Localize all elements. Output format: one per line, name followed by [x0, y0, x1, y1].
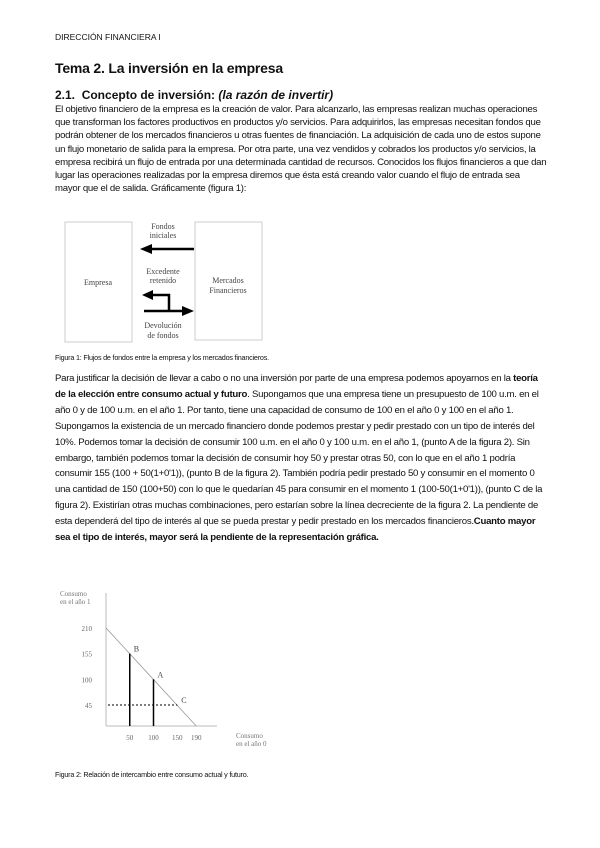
section-title: Concepto de inversión: [81, 88, 216, 102]
x-axis-label-1: Consumo [236, 732, 263, 740]
x-axis-label-2: en el año 0 [236, 740, 267, 748]
y-axis-label-1: Consumo [60, 590, 87, 598]
devolucion-label-2: de fondos [147, 331, 179, 340]
x-tick-label: 190 [191, 734, 202, 742]
y-tick-label: 155 [81, 650, 92, 659]
x-tick-label: 100 [148, 734, 159, 742]
y-tick-label: 45 [85, 701, 92, 710]
fondos-label-2: iniciales [149, 231, 177, 240]
paragraph-text: Para justificar la decisión de llevar a cabo o no una inversión por parte de una empresa podemos apoyarnos en la [55, 373, 514, 384]
x-tick-label: 150 [172, 734, 183, 742]
point-label-A: A [157, 670, 164, 680]
y-axis-label-2: en el año 1 [60, 598, 91, 606]
paragraph-intro: El objetivo financiero de la empresa es la creación de valor. Para alcanzarlo, las empresas realizan muchas operaciones que transforman los factores productivos en productos y/o servicios. Para adquirirlos, las empresas necesitan fondos que podrán obtener de los mercados financieros u otras fuentes de financiación. La adquisición de cada uno de estos supone un flujo monetario de salida para la empresa. Por otra parte, una vez vendidos y cobrados los productos y/o servicios, la empresa recibirá un flujo de entrada por una determinada cantidad de recursos. Conocidos los flujos financieros a que dan lugar las operaciones realizadas por la empresa diremos que ésta está creando valor cuando el flujo de entrada sea mayor que el de salida. Gráficamente (figura 1): [55, 104, 547, 195]
emphasis-theory: teoría de la elección entre consumo actual y futuro [55, 373, 538, 400]
point-label-B: B [133, 644, 140, 654]
mercados-label-1: Mercados [212, 276, 244, 285]
excedente-label-1: Excedente [146, 267, 180, 276]
y-tick-label: 100 [81, 676, 92, 685]
fondos-label-1: Fondos [151, 222, 175, 231]
page-title: Tema 2. La inversión en la empresa [55, 60, 283, 76]
section-number: 2.1. [55, 88, 76, 102]
budget-line [106, 628, 196, 726]
devolucion-label-1: Devolución [144, 321, 182, 330]
figure-1-caption: Figura 1: Flujos de fondos entre la empresa y los mercados financieros. [55, 353, 269, 362]
mercados-label-2: Financieros [209, 286, 247, 295]
figure-2-caption: Figura 2: Relación de intercambio entre consumo actual y futuro. [55, 770, 249, 779]
running-header: DIRECCIÓN FINANCIERA I [55, 32, 161, 42]
excedente-label-2: retenido [149, 276, 177, 285]
emphasis-conclusion: Cuanto mayor sea el tipo de interés, mayor será la pendiente de la representación gráfica. [55, 516, 536, 544]
section-subtitle: (la razón de invertir) [218, 88, 334, 102]
y-tick-label: 210 [81, 624, 92, 633]
empresa-label: Empresa [84, 278, 112, 287]
paragraph-text: . Supongamos que una empresa tiene un presupuesto de 100 u.m. en el año 0 y de 100 u.m. en el año 1. Por tanto, tiene una capacidad de consumo de 100 en el año 0 y 100 en el año 1. Supongamos la existencia de un mercado financiero donde podemos prestar y pedir prestado con un tipo de interés del 10%. Podemos tomar la decisión de consumir 100 u.m. en el año 0 y 100 u.m. en el año 1, (punto A de la figura 2). Sin embargo, también podemos tomar la decisión de consumir hoy 50 y prestar otras 50, con lo que en el año 1 podría consumir 155 (100 + 50(1+0'1)), (punto B de la figura 2). También podría pedir prestado 50 y consumir en el momento 0 una cantidad de 150 (100+50) con lo que le quedarían 45 para consumir en el momento 1 (100-50(1+0'1)), (punto C de la figura 2). Existirían otras muchas combinaciones, pero estarían sobre la línea decreciente de la figura 2. La pendiente de esta dependerá del tipo de interés al que se pueda prestar y pedir prestado en los mercados financieros. [55, 388, 543, 528]
point-label-C: C [181, 695, 187, 705]
x-tick-label: 50 [126, 734, 134, 742]
